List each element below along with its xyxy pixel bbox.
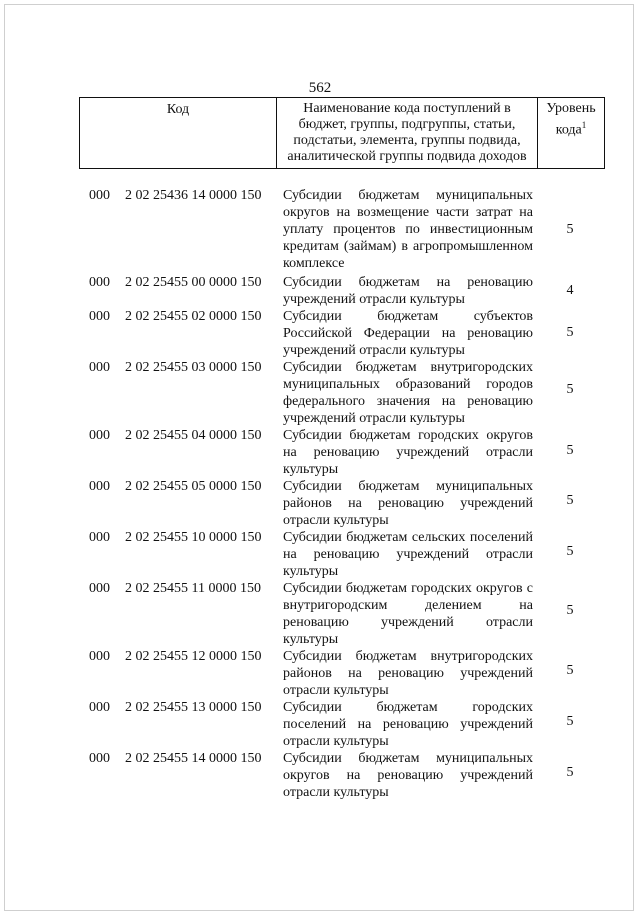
header-level-label: Уровень кода [546, 101, 596, 138]
row-prefix: 000 [89, 700, 110, 715]
row-prefix: 000 [89, 275, 110, 290]
row-description: Субсидии бюджетам внутригородских муниципальных образований городов федерального значения на реновацию учреждений отрасли культуры [283, 360, 533, 426]
row-code: 2 02 25455 10 0000 150 [125, 530, 262, 545]
row-description: Субсидии бюджетам городских округов на реновацию учреждений отрасли культуры [283, 428, 533, 477]
row-description: Субсидии бюджетам городских округов с внутригородским делением на реновацию учреждений отрасли культуры [283, 581, 533, 647]
row-prefix: 000 [89, 188, 110, 203]
row-level: 5 [566, 325, 574, 340]
row-level: 4 [566, 283, 574, 298]
row-code: 2 02 25455 02 0000 150 [125, 309, 262, 324]
row-level: 5 [566, 663, 574, 678]
row-prefix: 000 [89, 581, 110, 596]
row-prefix: 000 [89, 479, 110, 494]
page-number: 562 [308, 80, 332, 96]
row-code: 2 02 25436 14 0000 150 [125, 188, 262, 203]
row-code: 2 02 25455 04 0000 150 [125, 428, 262, 443]
header-name: Наименование кода поступлений в бюджет, группы, подгруппы, статьи, подстатьи, элемента, группы подвида, аналитической группы подвида доходов [277, 98, 538, 168]
row-code: 2 02 25455 12 0000 150 [125, 649, 262, 664]
row-prefix: 000 [89, 428, 110, 443]
row-description: Субсидии бюджетам городских поселений на реновацию учреждений отрасли культуры [283, 700, 533, 749]
row-prefix: 000 [89, 649, 110, 664]
row-prefix: 000 [89, 751, 110, 766]
row-description: Субсидии бюджетам муниципальных округов на возмещение части затрат на уплату процентов по инвестиционным кредитам (займам) в агропромышленном комплексе [283, 188, 533, 271]
table-header [79, 97, 605, 169]
row-code: 2 02 25455 14 0000 150 [125, 751, 262, 766]
row-level: 5 [566, 765, 574, 780]
row-description: Субсидии бюджетам на реновацию учреждений отрасли культуры [283, 275, 533, 307]
row-prefix: 000 [89, 530, 110, 545]
row-level: 5 [566, 382, 574, 397]
row-code: 2 02 25455 11 0000 150 [125, 581, 261, 596]
row-description: Субсидии бюджетам муниципальных округов на реновацию учреждений отрасли культуры [283, 751, 533, 800]
header-level [538, 98, 604, 168]
row-level: 5 [566, 603, 574, 618]
row-level: 5 [566, 544, 574, 559]
row-description: Субсидии бюджетам субъектов Российской Федерации на реновацию учреждений отрасли культуры [283, 309, 533, 358]
row-description: Субсидии бюджетам внутригородских районов на реновацию учреждений отрасли культуры [283, 649, 533, 698]
row-prefix: 000 [89, 309, 110, 324]
row-level: 5 [566, 493, 574, 508]
row-level: 5 [566, 714, 574, 729]
row-description: Субсидии бюджетам муниципальных районов на реновацию учреждений отрасли культуры [283, 479, 533, 528]
header-code: Код [80, 98, 277, 168]
row-prefix: 000 [89, 360, 110, 375]
row-level: 5 [566, 443, 574, 458]
row-level: 5 [566, 222, 574, 237]
row-code: 2 02 25455 05 0000 150 [125, 479, 262, 494]
row-code: 2 02 25455 03 0000 150 [125, 360, 262, 375]
header-level-footnote: 1 [581, 120, 587, 130]
row-description: Субсидии бюджетам сельских поселений на реновацию учреждений отрасли культуры [283, 530, 533, 579]
row-code: 2 02 25455 13 0000 150 [125, 700, 262, 715]
row-code: 2 02 25455 00 0000 150 [125, 275, 262, 290]
